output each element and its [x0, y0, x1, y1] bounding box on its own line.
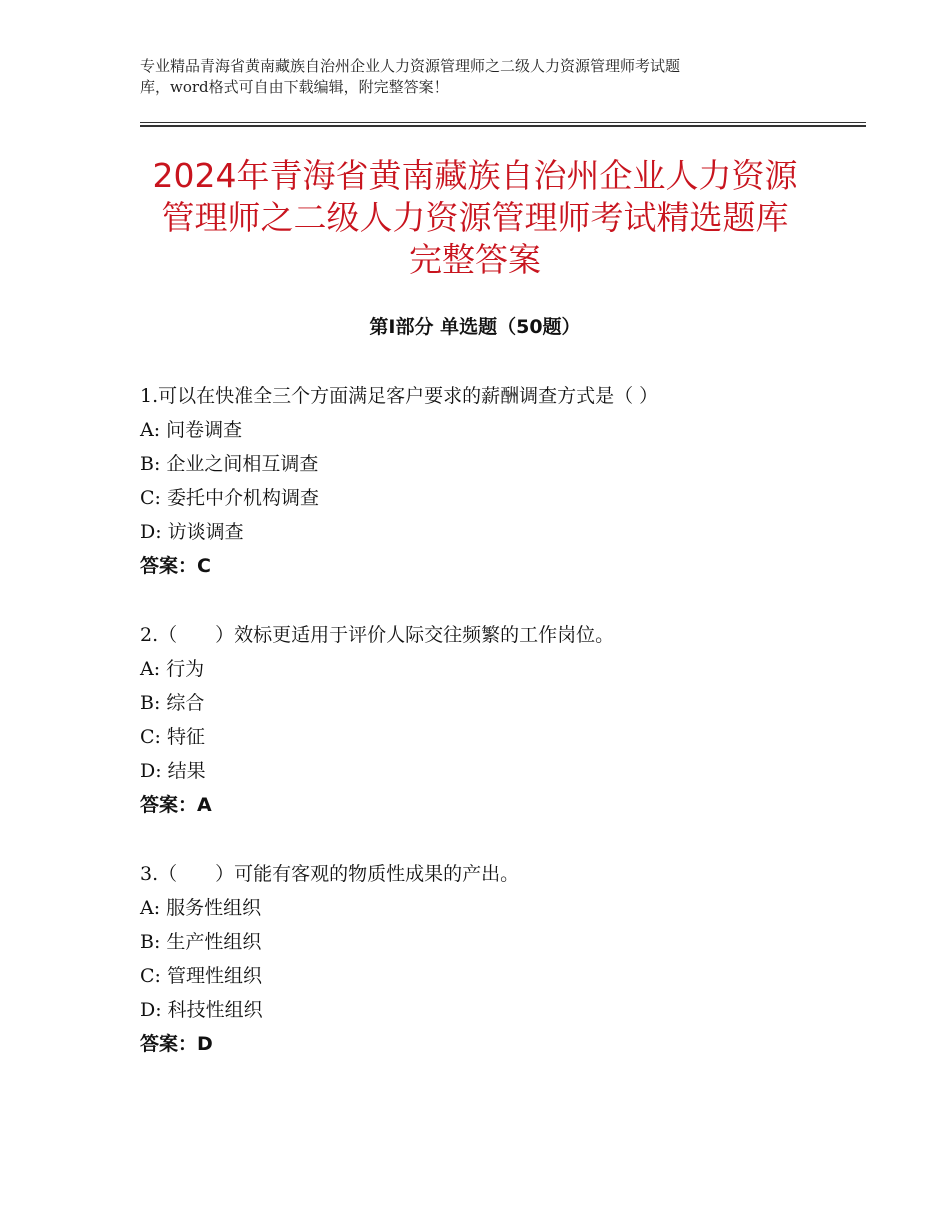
answer-line: 答案：D — [140, 1033, 213, 1055]
answer-line: 答案：C — [140, 555, 211, 577]
header-rule-bottom — [140, 125, 866, 127]
answer-line: 答案：A — [140, 794, 212, 816]
option-b: B: 企业之间相互调查 — [140, 453, 319, 475]
header-note — [140, 56, 820, 98]
header-note-line-1: 专业精品青海省黄南藏族自治州企业人力资源管理师之二级人力资源管理师考试题 — [140, 57, 681, 75]
option-a: A: 问卷调查 — [140, 419, 243, 441]
question-2 — [140, 618, 840, 822]
option-a: A: 行为 — [140, 658, 205, 680]
option-c: C: 委托中介机构调查 — [140, 487, 319, 509]
question-3 — [140, 857, 840, 1061]
question-stem: 2.（ ）效标更适用于评价人际交往频繁的工作岗位。 — [140, 624, 615, 646]
question-stem: 1.可以在快准全三个方面满足客户要求的薪酬调查方式是（ ） — [140, 385, 659, 407]
option-b: B: 综合 — [140, 692, 205, 714]
option-a: A: 服务性组织 — [140, 897, 262, 919]
document-title — [120, 155, 830, 281]
title-line-1: 2024年青海省黄南藏族自治州企业人力资源 — [152, 156, 798, 195]
question-stem: 3.（ ）可能有客观的物质性成果的产出。 — [140, 863, 520, 885]
option-c: C: 特征 — [140, 726, 205, 748]
header-note-line-2: 库，word格式可自由下载编辑，附完整答案！ — [140, 78, 449, 96]
option-c: C: 管理性组织 — [140, 965, 262, 987]
option-d: D: 科技性组织 — [140, 999, 263, 1021]
option-d: D: 结果 — [140, 760, 206, 782]
option-d: D: 访谈调查 — [140, 521, 244, 543]
option-b: B: 生产性组织 — [140, 931, 262, 953]
header-rule-top — [140, 122, 866, 123]
section-heading: 第Ⅰ部分 单选题（50题） — [369, 316, 581, 338]
title-line-3: 完整答案 — [409, 240, 541, 279]
question-1 — [140, 379, 840, 583]
title-line-2: 管理师之二级人力资源管理师考试精选题库 — [161, 198, 789, 237]
